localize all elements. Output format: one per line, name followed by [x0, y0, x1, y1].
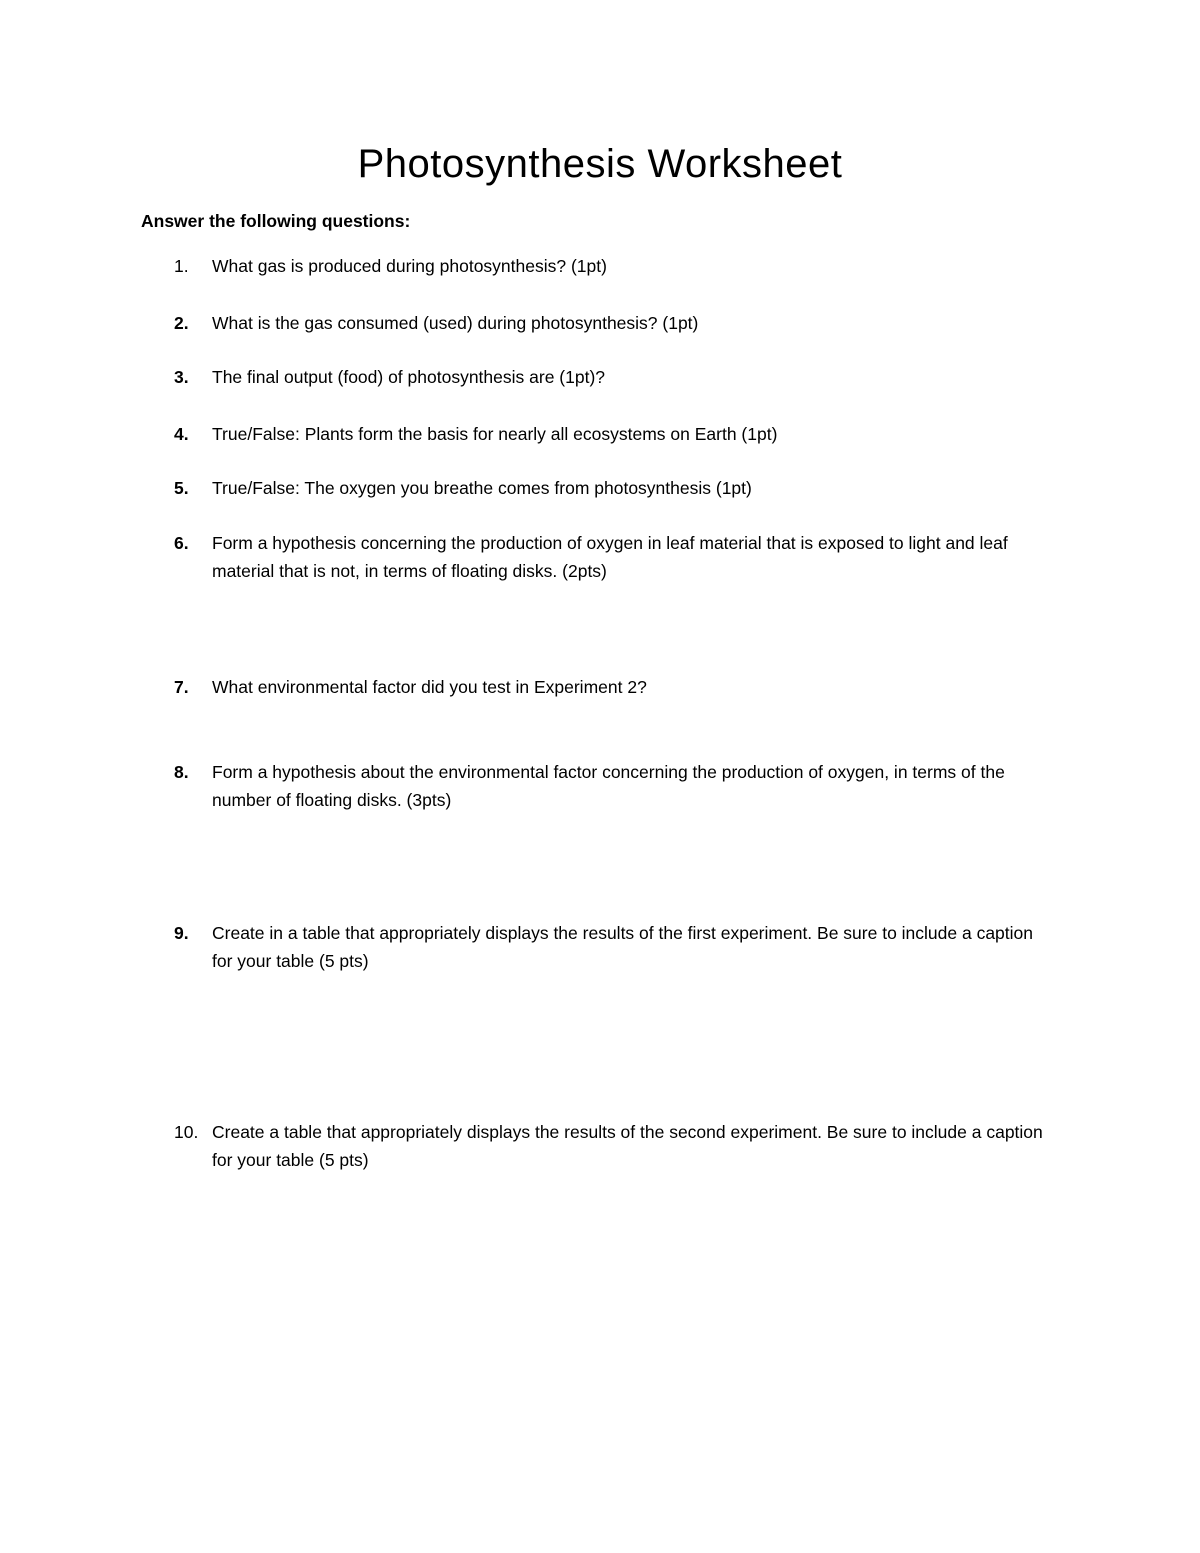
question-text: The final output (food) of photosynthesis are (1pt)? — [212, 367, 606, 387]
question-number: 9. — [174, 923, 189, 943]
question-text: Create a table that appropriately displays the results of the second experiment. Be sure to include a caption for your table (5 pts) — [212, 1122, 1043, 1170]
question-number: 6. — [174, 533, 189, 553]
question-number: 3. — [174, 367, 189, 387]
question-number: 5. — [174, 478, 189, 498]
question-number: 2. — [174, 313, 189, 333]
question-item-2 — [141, 309, 1051, 337]
question-item-3 — [141, 363, 1051, 391]
instructions-heading: Answer the following questions: — [141, 211, 411, 231]
question-number: 8. — [174, 762, 189, 782]
question-text: What gas is produced during photosynthesis? (1pt) — [212, 256, 607, 276]
question-text: What environmental factor did you test in Experiment 2? — [212, 677, 647, 697]
question-text: Form a hypothesis concerning the production of oxygen in leaf material that is exposed to light and leaf material that is not, in terms of floating disks. (2pts) — [212, 533, 1008, 581]
question-number: 1. — [174, 256, 189, 276]
question-item-6 — [141, 529, 1051, 585]
question-number: 4. — [174, 424, 189, 444]
question-number: 10. — [174, 1122, 199, 1142]
question-number: 7. — [174, 677, 189, 697]
question-text: Form a hypothesis about the environmental factor concerning the production of oxygen, in terms of the number of floating disks. (3pts) — [212, 762, 1005, 810]
question-text: True/False: Plants form the basis for nearly all ecosystems on Earth (1pt) — [212, 424, 778, 444]
question-item-4 — [141, 420, 1051, 448]
question-text: Create in a table that appropriately displays the results of the first experiment. Be sure to include a caption for your table (5 pts) — [212, 923, 1034, 971]
question-text: True/False: The oxygen you breathe comes from photosynthesis (1pt) — [212, 478, 752, 498]
question-item-5 — [141, 474, 1051, 502]
question-item-8 — [141, 758, 1051, 814]
question-item-10 — [141, 1118, 1051, 1174]
question-item-7 — [141, 673, 1051, 701]
question-item-9 — [141, 919, 1051, 975]
question-item-1 — [141, 252, 1051, 280]
page-title: Photosynthesis Worksheet — [357, 142, 843, 186]
question-text: What is the gas consumed (used) during photosynthesis? (1pt) — [212, 313, 699, 333]
